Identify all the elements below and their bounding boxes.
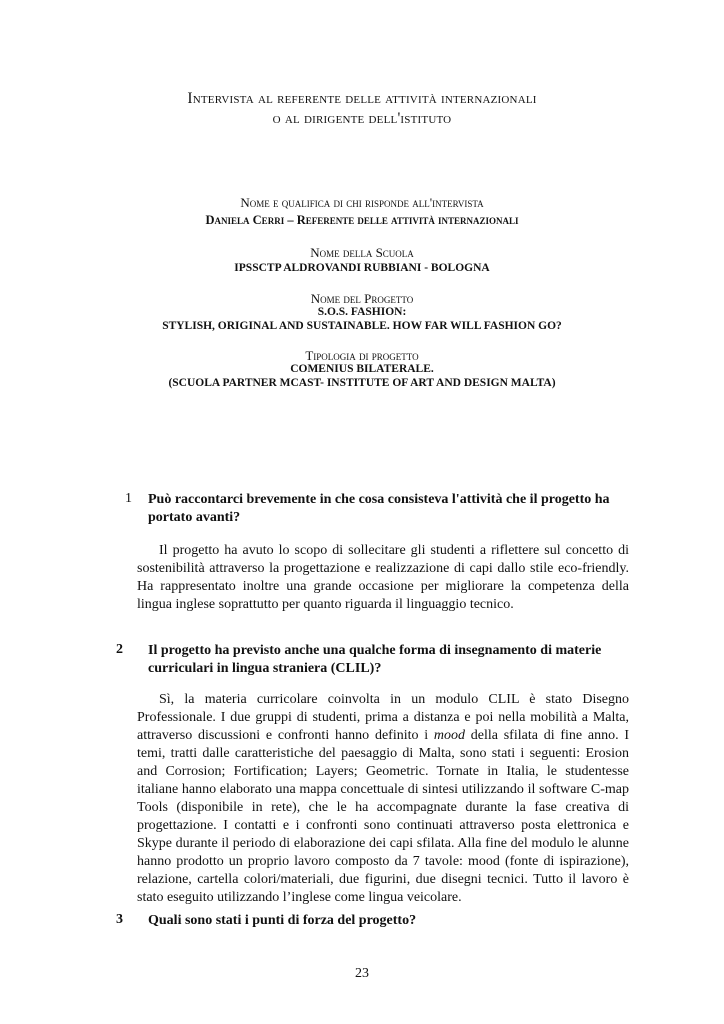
answer-paragraph: [137, 691, 629, 907]
question-text: Può raccontarci brevemente in che cosa consisteva l'attività che il progetto ha portato avanti?: [148, 492, 610, 525]
project-value-line-1: S.O.S. FASHION:: [317, 306, 407, 318]
school-value: IPSSCTP ALDROVANDI RUBBIANI - BOLOGNA: [234, 262, 490, 274]
question-text: Quali sono stati i punti di forza del progetto?: [148, 913, 417, 928]
answer-paragraph: Il progetto ha avuto lo scopo di sollecitare gli studenti a riflettere sul concetto di sostenibilità attraverso la progettazione e realizzazione di capi dallo stile eco-friendly. Ha rappresentato inoltre una grande occasione per migliorare la competenza della lingua inglese soprattutto per quanto riguarda il linguaggio tecnico.: [137, 543, 629, 612]
question-text: Il progetto ha previsto anche una qualche forma di insegnamento di materie curriculari in lingua straniera (CLIL)?: [148, 643, 602, 676]
answer-segment: della sfilata di fine anno. I temi, tratti dalle caratteristiche del paesaggio di Malta, sono stati i seguenti: Erosion and Corrosion; Fortification; Layers; Geometric. Tornate in Italia, le studentesse italiane hanno elaborato una mappa concettuale di sintesi utilizzando il software C-map Tools (disponibile in rete), che le ha accompagnate durante la fase creativa di progettazione. I contatti e i confronti sono continuati attraverso posta elettronica e Skype durante il periodo di elaborazione dei capi sfilata. Alla fine del modulo le alunne hanno prodotto un proprio lavoro composto da 7 tavole: mood (fonte di ispirazione), relazione, cartella colori/materiali, due figurini, due disegni tecnici. Tutto il lavoro è stato eseguito utilizzando l’inglese come lingua veicolare.: [137, 728, 629, 905]
question-number: 2: [116, 642, 123, 657]
question-number: 1: [125, 491, 132, 506]
title-line-1: Intervista al referente delle attività internazionali: [187, 90, 537, 107]
type-value-line-2: (SCUOLA PARTNER MCAST- INSTITUTE OF ART AND DESIGN MALTA): [168, 377, 556, 389]
school-label: Nome della Scuola: [310, 245, 414, 260]
project-value-line-2: STYLISH, ORIGINAL AND SUSTAINABLE. HOW FAR WILL FASHION GO?: [162, 320, 562, 332]
question-number: 3: [116, 912, 123, 927]
answer-text: [137, 542, 629, 614]
answer-emphasis: mood: [433, 728, 466, 743]
answer-text: [137, 691, 629, 907]
type-value-line-1: COMENIUS BILATERALE.: [290, 363, 434, 375]
title-line-2: o al dirigente dell'istituto: [272, 110, 452, 127]
answer-segment: Sì, la materia curricolare coinvolta in un modulo CLIL è stato Disegno Professionale. I due gruppi di studenti, prima a distanza e poi nella mobilità a Malta, attraverso discussioni e confronti hanno definito i: [137, 692, 629, 743]
project-label: Nome del Progetto: [310, 291, 414, 306]
type-label: Tipologia di progetto: [305, 348, 419, 363]
respondent-label: Nome e qualifica di chi risponde all'intervista: [240, 195, 484, 210]
page-number: 23: [355, 966, 369, 981]
respondent-value: Daniela Cerri – Referente delle attività internazionali: [205, 213, 519, 227]
